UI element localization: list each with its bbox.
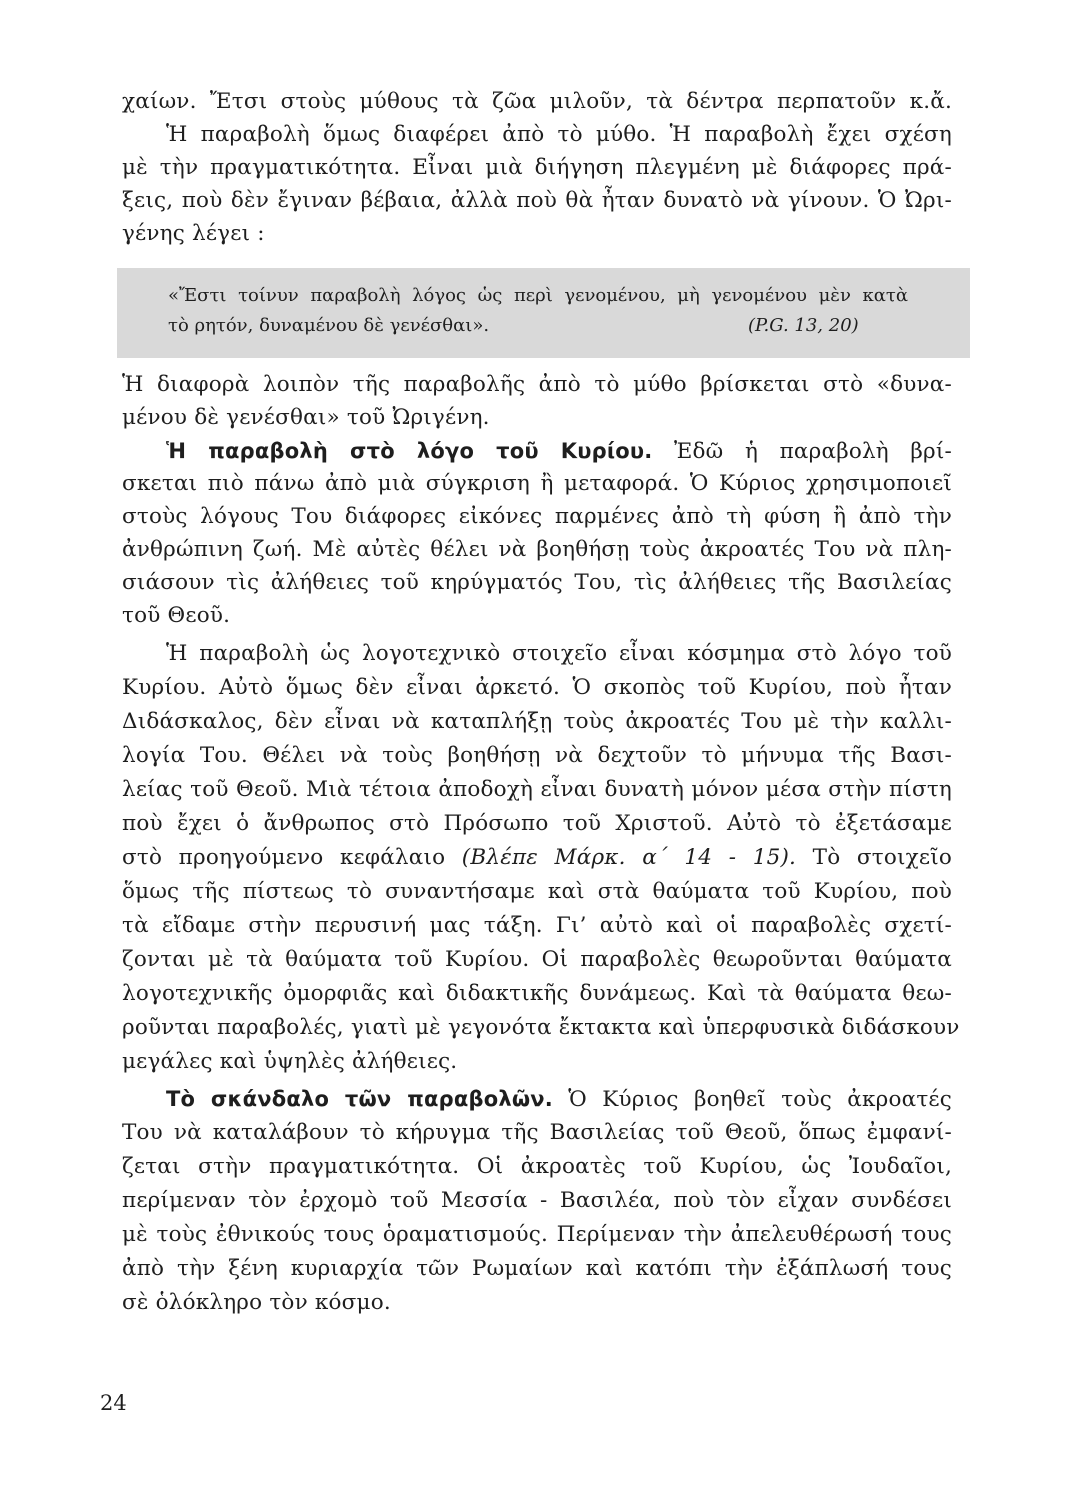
text-line: γένης λέγει :	[122, 221, 265, 246]
text-line: ἀνθρώπινη ζωή. Μὲ αὐτὲς θέλει νὰ βοηθήσῃ τοὺς ἀκροατές Του νὰ πλη-	[122, 537, 952, 562]
text-line: ποὺ ἔχει ὁ ἄνθρωπος στὸ Πρόσωπο τοῦ Χριστοῦ. Αὐτὸ τὸ ἐξετάσαμε	[122, 811, 952, 836]
text-line: λογοτεχνικῆς ὀμορφιᾶς καὶ διδακτικῆς δυνάμεως. Καὶ τὰ θαύματα θεω-	[122, 981, 952, 1006]
text-line: ἀπὸ τὴν ξένη κυριαρχία τῶν Ρωμαίων καὶ κατόπι τὴν ἐξάπλωσή τους	[122, 1256, 952, 1281]
text-line: τοῦ Θεοῦ.	[122, 603, 231, 628]
text-span: στὸ προηγούμενο κεφάλαιο	[122, 845, 446, 870]
text-line: Κυρίου. Αὐτὸ ὅμως δὲν εἶναι ἀρκετό. Ὁ σκοπὸς τοῦ Κυρίου, ποὺ ἦταν	[122, 675, 952, 700]
section-heading: Τὸ σκάνδαλο τῶν παραβολῶν.	[166, 1087, 553, 1111]
text-line: τὰ εἴδαμε στὴν περυσινή μας τάξη. Γι’ αὐτὸ καὶ οἱ παραβολὲς σχετί-	[122, 913, 952, 938]
quote-reference: (P.G. 13, 20)	[748, 315, 859, 336]
text-line: σκεται πιὸ πάνω ἀπὸ μιὰ σύγκριση ἢ μεταφορά. Ὁ Κύριος χρησιμοποιεῖ	[122, 471, 952, 496]
section-heading-line	[166, 1084, 952, 1114]
text-line: λογία Του. Θέλει νὰ τοὺς βοηθήσῃ νὰ δεχτοῦν τὸ μήνυμα τῆς Βασι-	[122, 743, 952, 768]
text-line: Ἡ παραβολὴ ὅμως διαφέρει ἀπὸ τὸ μύθο. Ἡ παραβολὴ ἔχει σχέση	[166, 122, 952, 147]
text-line: λείας τοῦ Θεοῦ. Μιὰ τέτοια ἀποδοχὴ εἶναι δυνατὴ μόνον μέσα στὴν πίστη	[122, 777, 952, 802]
text-span: Ἐδῶ ἡ παραβολὴ βρί-	[673, 439, 952, 464]
text-line: ροῦνται παραβολές, γιατὶ μὲ γεγονότα ἔκτακτα καὶ ὑπερφυσικὰ διδάσκουν	[122, 1015, 960, 1040]
text-line: σὲ ὁλόκληρο τὸν κόσμο.	[122, 1290, 391, 1315]
text-line	[122, 843, 952, 873]
text-line: χαίων. Ἔτσι στοὺς μύθους τὰ ζῶα μιλοῦν, τὰ δέντρα περπατοῦν κ.ἄ.	[122, 89, 952, 114]
text-line: στοὺς λόγους Του διάφορες εἰκόνες παρμένες ἀπὸ τὴ φύση ἢ ἀπὸ τὴν	[122, 504, 952, 529]
bible-reference: (Βλέπε Μάρκ. α΄ 14 - 15).	[461, 845, 797, 870]
section-heading: Ἡ παραβολὴ στὸ λόγο τοῦ Κυρίου.	[166, 439, 653, 463]
text-line: Διδάσκαλος, δὲν εἶναι νὰ καταπλήξῃ τοὺς ἀκροατές Του μὲ τὴν καλλι-	[122, 709, 952, 734]
page-number: 24	[100, 1391, 127, 1415]
text-line: Ἡ παραβολὴ ὡς λογοτεχνικὸ στοιχεῖο εἶναι κόσμημα στὸ λόγο τοῦ	[166, 641, 952, 666]
quote-line: τὸ ρητόν, δυναμένου δὲ γενέσθαι».	[168, 315, 490, 336]
text-line: ζεται στὴν πραγματικότητα. Οἱ ἀκροατὲς τοῦ Κυρίου, ὡς Ἰουδαῖοι,	[122, 1154, 952, 1179]
text-line: περίμεναν τὸν ἐρχομὸ τοῦ Μεσσία - Βασιλέα, ποὺ τὸν εἶχαν συνδέσει	[122, 1188, 952, 1213]
text-line: μὲ τοὺς ἐθνικούς τους ὁραματισμούς. Περίμεναν τὴν ἀπελευθέρωσή τους	[122, 1222, 952, 1247]
text-line: ὅμως τῆς πίστεως τὸ συναντήσαμε καὶ στὰ θαύματα τοῦ Κυρίου, ποὺ	[122, 879, 952, 904]
text-line: μὲ τὴν πραγματικότητα. Εἶναι μιὰ διήγηση πλεγμένη μὲ διάφορες πρά-	[122, 155, 952, 180]
text-line: Του νὰ καταλάβουν τὸ κήρυγμα τῆς Βασιλείας τοῦ Θεοῦ, ὅπως ἐμφανί-	[122, 1120, 952, 1145]
text-line: μένου δὲ γενέσθαι» τοῦ Ὠριγένη.	[122, 405, 490, 430]
text-span: Ὁ Κύριος βοηθεῖ τοὺς ἀκροατές	[568, 1087, 952, 1112]
text-line: μεγάλες καὶ ὑψηλὲς ἀλήθειες.	[122, 1049, 458, 1074]
text-line: ζονται μὲ τὰ θαύματα τοῦ Κυρίου. Οἱ παραβολὲς θεωροῦνται θαύματα	[122, 947, 952, 972]
text-line: σιάσουν τὶς ἀλήθειες τοῦ κηρύγματός Του, τὶς ἀλήθειες τῆς Βασιλείας	[122, 570, 952, 595]
text-line: ξεις, ποὺ δὲν ἔγιναν βέβαια, ἀλλὰ ποὺ θὰ ἦταν δυνατὸ νὰ γίνουν. Ὁ Ὠρι-	[122, 188, 952, 213]
text-line: Ἡ διαφορὰ λοιπὸν τῆς παραβολῆς ἀπὸ τὸ μύθο βρίσκεται στὸ «δυνα-	[122, 372, 952, 397]
text-span: Τὸ στοιχεῖο	[812, 845, 952, 870]
quote-line: «Ἔστι τοίνυν παραβολὴ λόγος ὡς περὶ γενομένου, μὴ γενομένου μὲν κατὰ	[168, 285, 908, 306]
section-heading-line	[166, 436, 952, 466]
